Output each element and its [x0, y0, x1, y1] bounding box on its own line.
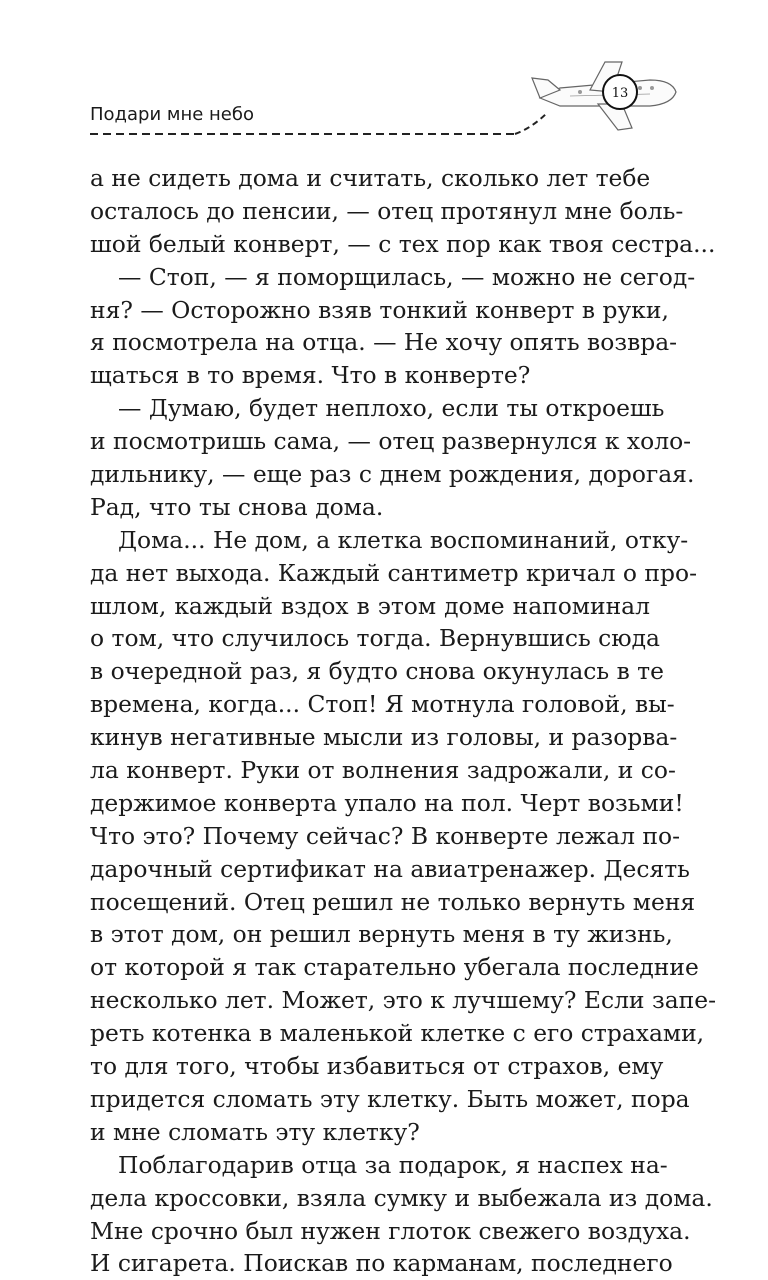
text-line: посещений. Отец решил не только вернуть меня — [90, 887, 696, 916]
text-line: Рад, что ты снова дома. — [90, 492, 384, 521]
text-line: держимое конверта упало на пол. Черт возьми! — [90, 788, 684, 817]
text-line: Что это? Почему сейчас? В конверте лежал по- — [90, 821, 680, 850]
running-title: Подари мне небо — [90, 104, 254, 125]
text-line: и посмотришь сама, — отец развернулся к холо- — [90, 427, 692, 456]
text-line: то для того, чтобы избавиться от страхов, ему — [90, 1052, 664, 1081]
text-line: И сигарета. Поискав по карманам, последнего — [90, 1249, 673, 1278]
text-line: дарочный сертификат на авиатренажер. Десять — [90, 854, 690, 883]
text-line: Мне срочно был нужен глоток свежего воздуха. — [90, 1216, 691, 1245]
text-line: — Стоп, — я поморщилась, — можно не сегод- — [118, 262, 696, 291]
text-line: Дома... Не дом, а клетка воспоминаний, отку- — [118, 525, 689, 554]
text-line: а не сидеть дома и считать, сколько лет тебе — [90, 164, 651, 192]
text-line: шлом, каждый вздох в этом доме напоминал — [90, 591, 650, 620]
text-line: — Думаю, будет неплохо, если ты откроешь — [118, 394, 665, 423]
text-line: придется сломать эту клетку. Быть может, пора — [90, 1084, 690, 1113]
text-line: дильнику, — еще раз с днем рождения, дорогая. — [90, 460, 695, 489]
header-decoration — [0, 0, 768, 160]
text-line: в этот дом, он решил вернуть меня в ту жизнь, — [90, 920, 673, 949]
text-line: о том, что случилось тогда. Вернувшись сюда — [90, 624, 660, 653]
text-line: щаться в то время. Что в конверте? — [90, 361, 531, 390]
text-line: в очередной раз, я будто снова окунулась в те — [90, 657, 664, 686]
text-line: дела кроссовки, взяла сумку и выбежала из дома. — [90, 1183, 713, 1212]
body-text — [90, 162, 716, 1280]
text-line: Поблагодарив отца за подарок, я наспех на- — [118, 1150, 668, 1179]
text-line: да нет выхода. Каждый сантиметр кричал о про- — [90, 558, 697, 587]
text-line: осталось до пенсии, — отец протянул мне боль- — [90, 196, 684, 225]
text-line: несколько лет. Может, это к лучшему? Если запе- — [90, 986, 716, 1015]
text-line: от которой я так старательно убегала последние — [90, 953, 699, 982]
text-line: ла конверт. Руки от волнения задрожали, и со- — [90, 756, 676, 785]
text-line: реть котенка в маленькой клетке с его страхами, — [90, 1019, 705, 1048]
page-number: 13 — [611, 86, 629, 101]
text-line: шой белый конверт, — с тех пор как твоя сестра... — [90, 229, 716, 258]
text-line: я посмотрела на отца. — Не хочу опять возвра- — [90, 328, 678, 357]
flight-path — [515, 112, 548, 134]
text-line: кинув негативные мысли из головы, и разорва- — [90, 723, 678, 752]
text-line: времена, когда... Стоп! Я мотнула головой, вы- — [90, 690, 675, 719]
text-line: ня? — Осторожно взяв тонкий конверт в руки, — [90, 295, 669, 324]
text-line: и мне сломать эту клетку? — [90, 1117, 420, 1146]
